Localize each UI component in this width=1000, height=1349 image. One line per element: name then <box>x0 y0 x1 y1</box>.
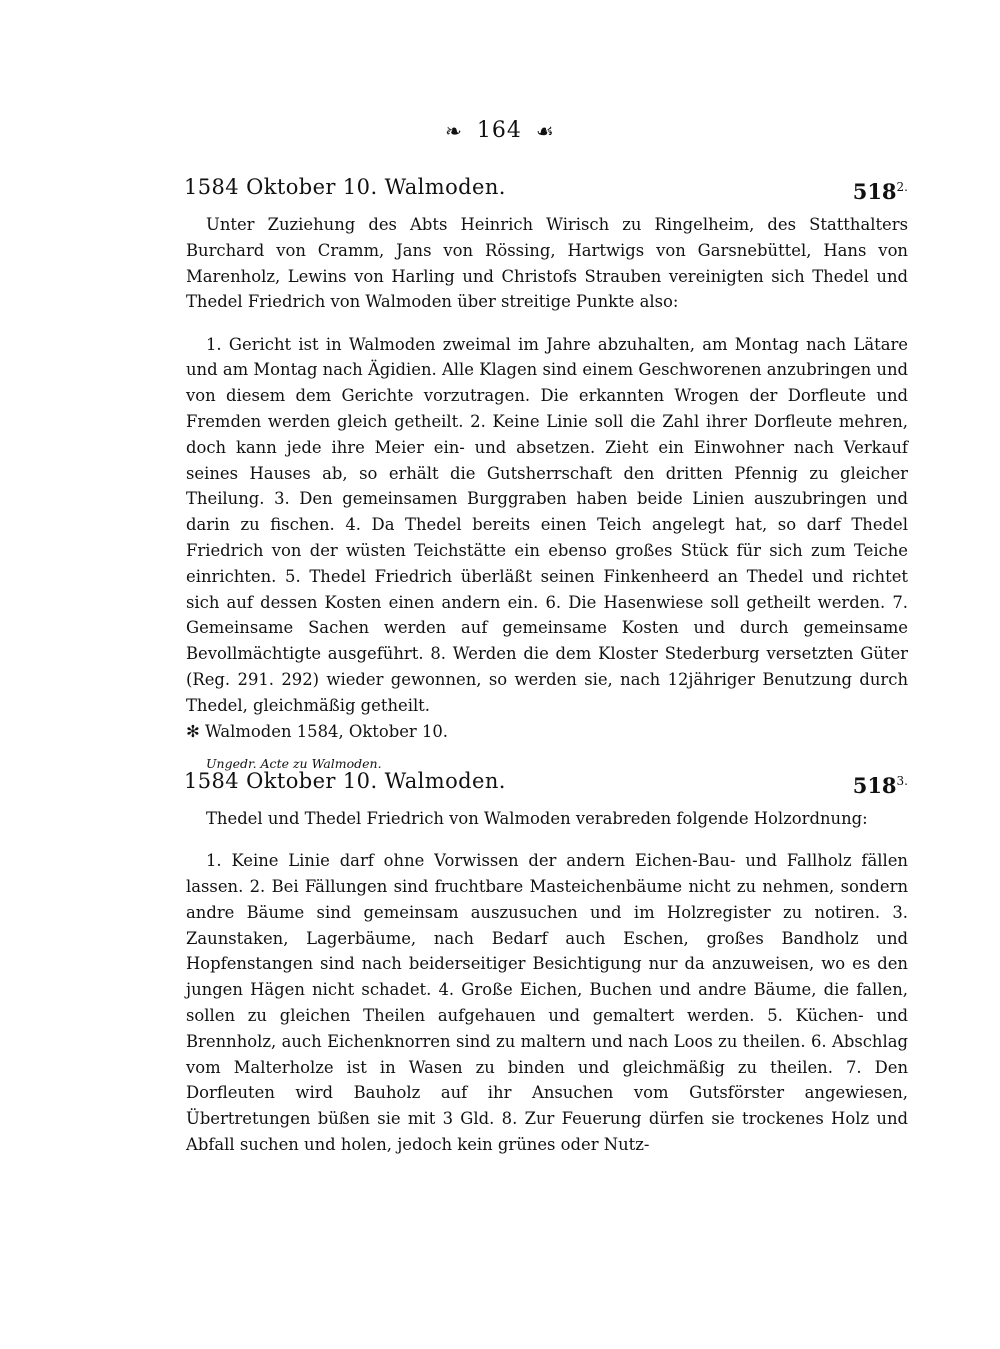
entry-articles: 1. Keine Linie darf ohne Vorwissen der andern Eichen-Bau- und Fallholz fällen lassen. 2. Bei Fällungen sind fruchtbare Masteichenbäume nicht zu nehmen, sondern andre Bäume sind gemeinsam auszusuchen und im Holzregister zu notiren. 3. Zaunstaken, Lagerbäume, nach Bedarf auch Eschen, großes Bandholz und Hopfenstangen sind nach beiderseitiger Besichtigung nur da anzuweisen, wo es den jungen Hägen nicht schadet. 4. Große Eichen, Buchen und andre Bäume, die fallen, sollen zu gleichen Theilen aufgehauen und gemaltert werden. 5. Küchen- und Brennholz, auch Eichenknorren sind zu maltern und nach Loos zu theilen. 6. Abschlag vom Malterholze ist in Wasen zu binden und gleichmäßig zu theilen. 7. Den Dorfleuten wird Bauholz auf ihr Ansuchen vom Gutsförster angewiesen, Übertretungen büßen sie mit 3 Gld. 8. Zur Feuerung dürfen sie trockenes Holz und Abfall suchen und holen, jedoch kein grünes oder Nutz- <box>186 851 908 1154</box>
entry-date-place: 1584 Oktober 10. Walmoden. <box>184 175 506 199</box>
entry-heading <box>186 172 908 206</box>
entry-number-main: 518 <box>852 179 897 204</box>
entry-articles: 1. Gericht ist in Walmoden zweimal im Jahre abzuhalten, am Montag nach Lätare und am Montag nach Ägidien. Alle Klagen sind einem Geschworenen anzubringen und von diesem dem Gerichte vorzutragen. Die erkannten Wrogen der Dorfleute und Fremden werden gleich getheilt. 2. Keine Linie soll die Zahl ihrer Dorfleute mehren, doch kann jede ihre Meier ein- und absetzen. Zieht ein Einwohner nach Verkauf seines Hauses ab, so erhält die Gutsherrschaft den dritten Pfennig zu gleicher Theilung. 3. Den gemeinsamen Burggraben haben beide Linien auszubringen und darin zu fischen. 4. Da Thedel bereits einen Teich angelegt hat, so darf Thedel Friedrich von der wüsten Teichstätte ein ebenso großes Stück für sich zum Teiche einrichten. 5. Thedel Friedrich überläßt seinen Finkenheerd an Thedel und richtet sich auf dessen Kosten einen andern ein. 6. Die Hasenwiese soll getheilt werden. 7. Gemeinsame Sachen werden auf gemeinsame Kosten und durch gemeinsame Bevollmächtigte ausgeführt. 8. Werden die dem Kloster Stederburg versetzten Güter (Reg. 291. 292) wieder gewonnen, so werden sie, nach 12jähriger Benutzung durch Thedel, gleichmäßig getheilt. <box>186 334 908 715</box>
ornament-right-icon: ☙ <box>535 119 555 143</box>
entry-number-suffix: 2. <box>896 180 908 194</box>
entry-summary: Thedel und Thedel Friedrich von Walmoden verabreden folgende Holzordnung: <box>206 809 868 828</box>
ornament-left-icon: ❧ <box>445 119 463 143</box>
regest-entry <box>186 766 908 1158</box>
entry-number <box>853 172 908 207</box>
page-header <box>0 116 1000 146</box>
regest-entry <box>186 172 908 774</box>
entry-place-date: ✻ Walmoden 1584, Oktober 10. <box>186 721 449 741</box>
page-number: 164 <box>476 118 522 143</box>
entry-summary: Unter Zuziehung des Abts Heinrich Wirisch zu Ringelheim, des Statthalters Burchard von Cramm, Jans von Rössing, Hartwigs von Garsnebüttel, Hans von Marenholz, Lewins von Harling und Christofs Strauben vereinigten sich Thedel und Thedel Friedrich von Walmoden über streitige Punkte also: <box>186 215 908 312</box>
entry-source: Ungedr. Acte zu Walmoden. <box>206 756 382 772</box>
entry-heading <box>186 766 908 800</box>
entry-number <box>853 766 908 801</box>
entry-number-suffix: 3. <box>896 774 908 788</box>
entry-number-main: 518 <box>852 773 897 798</box>
entry-date-place: 1584 Oktober 10. Walmoden. <box>184 769 506 793</box>
